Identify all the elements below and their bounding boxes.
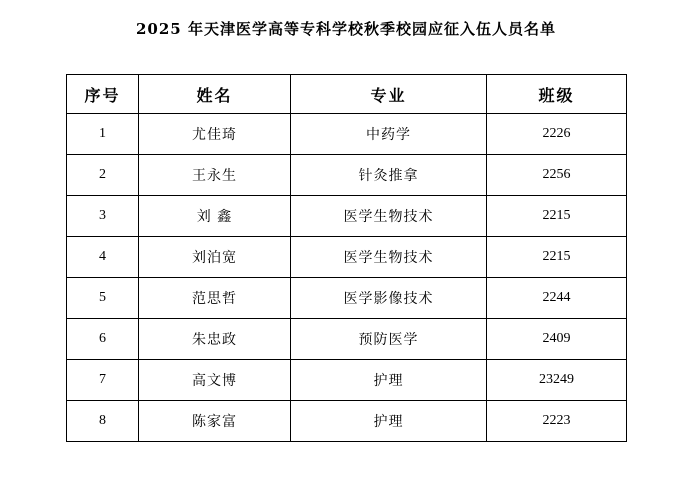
cell-index: 7 (67, 360, 139, 401)
cell-index: 5 (67, 278, 139, 319)
cell-name: 王永生 (139, 155, 291, 196)
table-row (67, 401, 627, 442)
table-row (67, 155, 627, 196)
cell-name: 高文博 (139, 360, 291, 401)
cell-index: 2 (67, 155, 139, 196)
table-row (67, 278, 627, 319)
column-header-name: 姓名 (139, 75, 291, 114)
roster-table-container (66, 74, 626, 442)
roster-table (66, 74, 627, 442)
cell-name: 范思哲 (139, 278, 291, 319)
cell-index: 3 (67, 196, 139, 237)
cell-name: 陈家富 (139, 401, 291, 442)
cell-major: 医学影像技术 (291, 278, 487, 319)
table-row (67, 237, 627, 278)
column-header-class: 班级 (487, 75, 627, 114)
cell-major: 护理 (291, 360, 487, 401)
column-header-index: 序号 (67, 75, 139, 114)
cell-index: 8 (67, 401, 139, 442)
cell-class: 2215 (487, 237, 627, 278)
cell-index: 4 (67, 237, 139, 278)
cell-index: 1 (67, 114, 139, 155)
cell-major: 医学生物技术 (291, 237, 487, 278)
cell-class: 2226 (487, 114, 627, 155)
cell-class: 2409 (487, 319, 627, 360)
cell-major: 医学生物技术 (291, 196, 487, 237)
table-body (67, 114, 627, 442)
table-header-row (67, 75, 627, 114)
table-row (67, 196, 627, 237)
cell-class: 23249 (487, 360, 627, 401)
cell-major: 护理 (291, 401, 487, 442)
cell-major: 预防医学 (291, 319, 487, 360)
cell-index: 6 (67, 319, 139, 360)
cell-class: 2223 (487, 401, 627, 442)
cell-class: 2244 (487, 278, 627, 319)
cell-name: 刘泊宽 (139, 237, 291, 278)
column-header-major: 专业 (291, 75, 487, 114)
cell-class: 2215 (487, 196, 627, 237)
table-row (67, 114, 627, 155)
page-title: 2025 年天津医学高等专科学校秋季校园应征入伍人员名单 (136, 20, 556, 38)
cell-major: 针灸推拿 (291, 155, 487, 196)
cell-class: 2256 (487, 155, 627, 196)
table-row (67, 360, 627, 401)
cell-major: 中药学 (291, 114, 487, 155)
table-row (67, 319, 627, 360)
cell-name: 刘 鑫 (139, 196, 291, 237)
cell-name: 尤佳琦 (139, 114, 291, 155)
cell-name: 朱忠政 (139, 319, 291, 360)
table-header (67, 75, 627, 114)
